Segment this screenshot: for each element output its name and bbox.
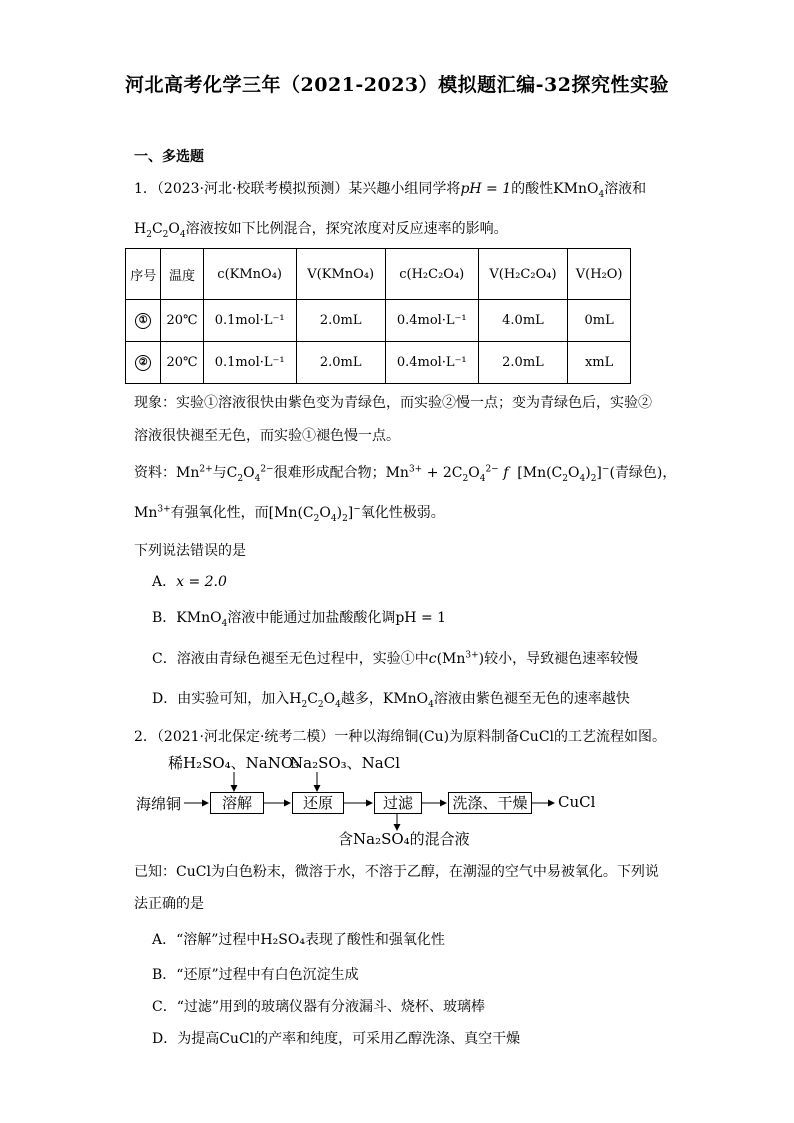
flow-reagent-2: Na₂SO₃、NaCl	[290, 754, 401, 772]
q1-phenomenon-line-2: 溶液很快褪至无色，而实验①褪色慢一点。	[134, 428, 400, 444]
q1-option-a[interactable]: A．x = 2.0	[152, 574, 227, 590]
table-cell: ②	[126, 342, 161, 384]
q1-option-b[interactable]: B．KMnO$_4$溶液中能通过加盐酸酸化调pH = 1	[152, 610, 447, 629]
flow-byproduct: 含Na₂SO₄的混合液	[338, 830, 470, 848]
q1-option-d[interactable]: D．由实验可知，加入$H_2C_2O_4$越多，KMnO$_4$溶液由紫色褪至无色的速率越快	[152, 691, 630, 710]
experiment-table	[125, 248, 631, 384]
q2-stem: 2．（2021·河北保定·统考二模）一种以海绵铜(Cu)为原料制备CuCl的工艺流程如图。	[134, 729, 667, 745]
section-heading: 一、多选题	[134, 149, 204, 165]
table-cell: ①	[126, 300, 161, 342]
flow-step-wash-dry: 洗涤、干燥	[448, 792, 532, 814]
flow-step-dissolve: 溶解	[210, 792, 264, 814]
table-header-cell: V(KMnO₄)	[296, 249, 385, 300]
q1-stem-line-1: 1．（2023·河北·校联考模拟预测）某兴趣小组同学将pH = 1的酸性KMnO$_4$溶液和	[134, 181, 647, 200]
table-cell: 2.0mL	[296, 300, 385, 342]
process-flow-diagram	[130, 752, 650, 852]
table-cell: 0mL	[568, 300, 631, 342]
q2-known-line-1: 已知：CuCl为白色粉末，微溶于水，不溶于乙醇，在潮湿的空气中易被氧化。下列说	[134, 864, 659, 880]
table-row	[126, 342, 631, 384]
table-header-cell: 温度	[161, 249, 203, 300]
q1-question: 下列说法错误的是	[134, 543, 246, 559]
table-cell: 0.4mol·L⁻¹	[385, 342, 478, 384]
table-header-cell: 序号	[126, 249, 161, 300]
flow-reagent-1: 稀H₂SO₄、NaNO₃	[168, 754, 300, 772]
q1-stem-line-2: $H_2C_2O_4$溶液按如下比例混合，探究浓度对反应速率的影响。	[134, 221, 508, 240]
table-header-cell: V(H₂O)	[568, 249, 631, 300]
table-header-cell: V(H₂C₂O₄)	[478, 249, 567, 300]
q2-option-d[interactable]: D．为提高CuCl的产率和纯度，可采用乙醇洗涤、真空干燥	[152, 1031, 521, 1047]
q1-option-c[interactable]: C．溶液由青绿色褪至无色过程中，实验①中$c(Mn^{3+})$较小，导致褪色速率较慢	[152, 650, 639, 667]
q2-option-c[interactable]: C．“过滤”用到的玻璃仪器有分液漏斗、烧杯、玻璃棒	[152, 999, 486, 1015]
flow-step-reduce: 还原	[292, 792, 344, 814]
table-cell: 0.1mol·L⁻¹	[203, 300, 296, 342]
page-title: 河北高考化学三年（2021-2023）模拟题汇编-32探究性实验	[125, 74, 669, 96]
table-header-cell: c(H₂C₂O₄)	[385, 249, 478, 300]
q2-known-line-2: 法正确的是	[134, 896, 204, 912]
table-cell: 20℃	[161, 342, 203, 384]
table-cell: xmL	[568, 342, 631, 384]
q1-phenomenon-line-1: 现象：实验①溶液很快由紫色变为青绿色，而实验②慢一点；变为青绿色后，实验②	[134, 395, 652, 411]
q2-option-b[interactable]: B．“还原”过程中有白色沉淀生成	[152, 967, 359, 983]
table-cell: 2.0mL	[296, 342, 385, 384]
table-row	[126, 300, 631, 342]
table-cell: 4.0mL	[478, 300, 567, 342]
table-cell: 0.4mol·L⁻¹	[385, 300, 478, 342]
table-cell: 20℃	[161, 300, 203, 342]
flow-step-filter: 过滤	[374, 792, 422, 814]
table-header-row	[126, 249, 631, 300]
q2-option-a[interactable]: A．“溶解”过程中H₂SO₄表现了酸性和强氧化性	[152, 932, 445, 948]
table-cell: 0.1mol·L⁻¹	[203, 342, 296, 384]
q1-info-line-1: 资料：$Mn^{2+}$与$C_2O_4^{2-}$很难形成配合物；$Mn^{3+} + 2C_2O_4^{2-}$ f $[Mn(C_2O_4)_2]^-$(青绿色)，	[134, 464, 677, 484]
flow-start-material: 海绵铜	[136, 795, 182, 813]
flow-product: CuCl	[558, 793, 596, 811]
table-cell: 2.0mL	[478, 342, 567, 384]
q1-info-line-2: $Mn^{3+}$有强氧化性，而$[Mn(C_2O_4)_2]^-$氧化性极弱。	[134, 504, 445, 524]
table-header-cell: c(KMnO₄)	[203, 249, 296, 300]
